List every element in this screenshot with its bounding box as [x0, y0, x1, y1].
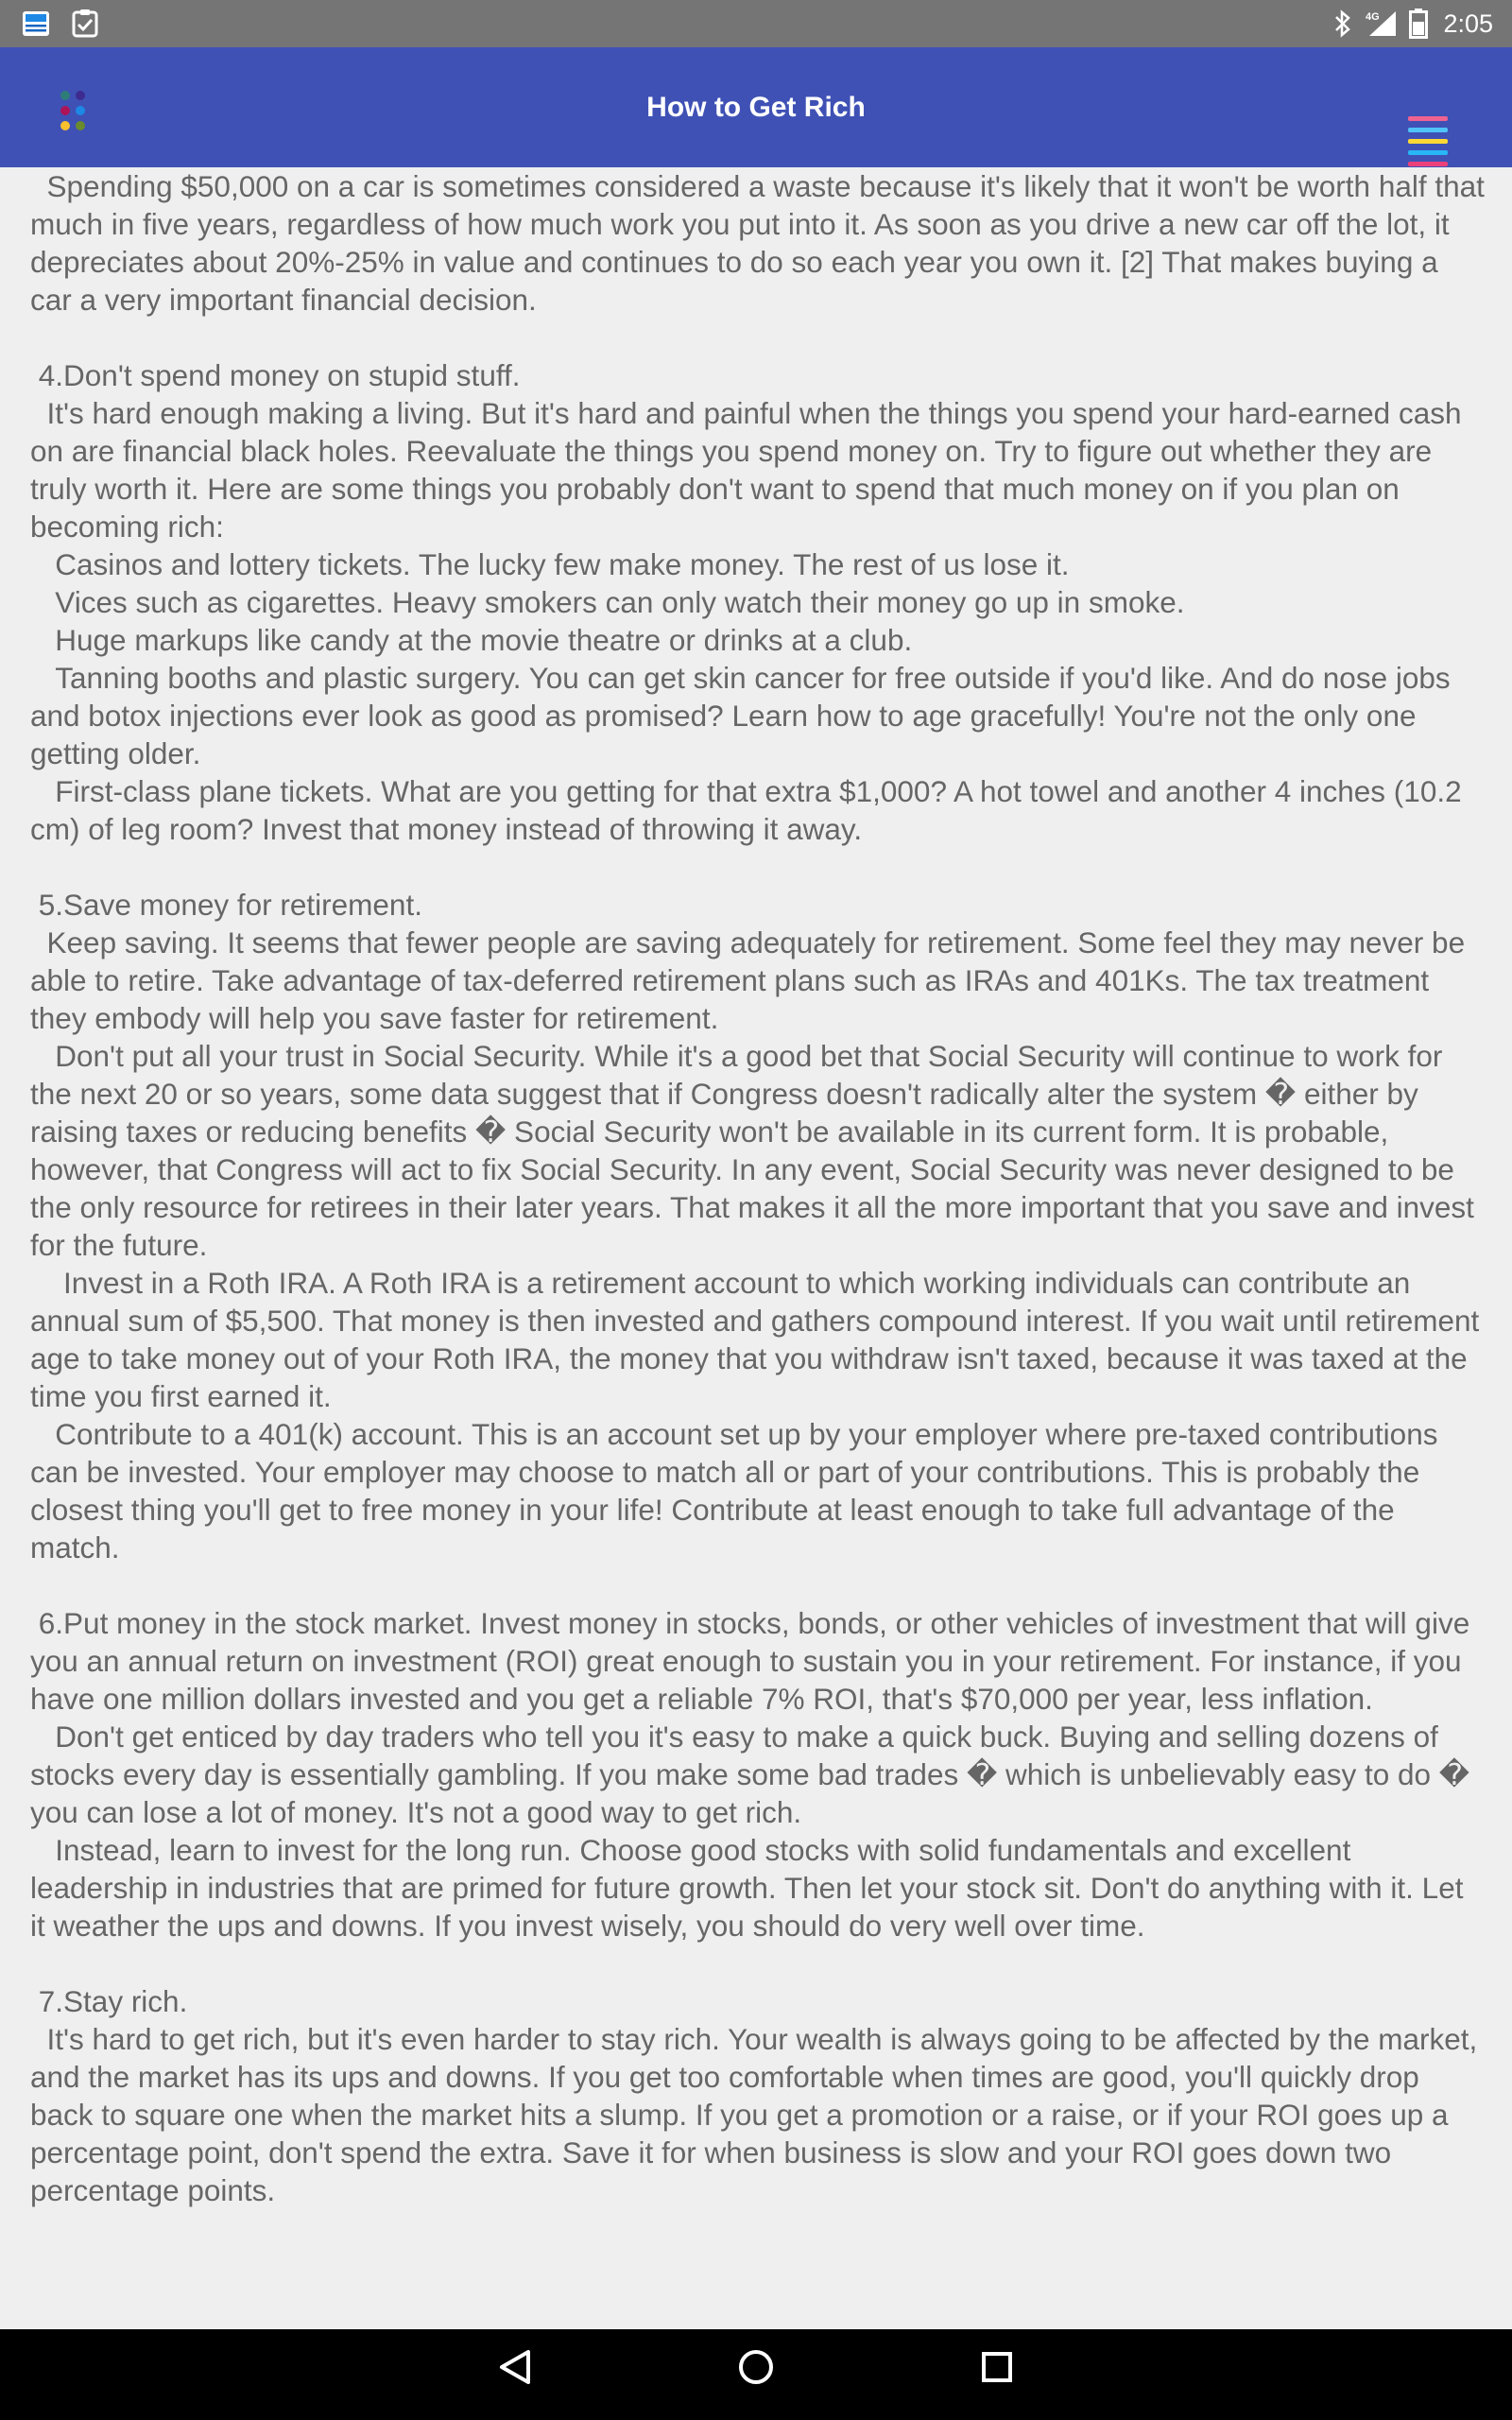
- hamburger-menu-button[interactable]: [1395, 104, 1463, 185]
- app-logo-button[interactable]: [45, 74, 121, 149]
- navigation-bar: [0, 2329, 1512, 2420]
- hamburger-menu-icon-line: [1408, 128, 1448, 132]
- battery-icon: [1409, 9, 1428, 39]
- notification-area: [21, 9, 100, 39]
- app-bar: [0, 47, 1512, 167]
- article-scroll-view[interactable]: [0, 167, 1512, 2329]
- network-type-label: 4G: [1366, 11, 1381, 23]
- home-circle-icon: [737, 2348, 775, 2386]
- logo-dot: [60, 91, 70, 100]
- bluetooth-icon: [1333, 9, 1352, 38]
- hamburger-menu-icon-line: [1408, 139, 1448, 144]
- news-notification-icon: [21, 9, 51, 39]
- logo-dot: [76, 121, 85, 130]
- hamburger-menu-icon-line: [1408, 116, 1448, 121]
- clock: 2:05: [1443, 9, 1493, 38]
- logo-dot: [60, 121, 70, 130]
- system-status-area: [1333, 0, 1493, 47]
- page-title: How to Get Rich: [646, 92, 866, 123]
- back-button[interactable]: [487, 2348, 543, 2401]
- hamburger-menu-icon-line: [1408, 162, 1448, 166]
- article-text: Spending $50,000 on a car is sometimes considered a waste because it's likely that it won't be worth half that much in five years, regardless of how much work you put into it. As soon as you drive a new car off the lot, it depreciates about 20%-25% in value and continues to do so each year you own it. [2] That makes buying a car a very important financial decision. 4.Don't spend money on stupid stuff. It's hard enough making a living. But it's hard and painful when the things you spend your hard-earned cash on are financial black holes. Reevaluate the things you spend money on. Try to figure out whether they are truly worth it. Here are some things you probably don't want to spend that much money on if you plan on becoming rich: Casinos and lottery tickets. The lucky few make money. The rest of us lose it. Vices such as cigarettes. Heavy smokers can only watch their money go up in smoke. Huge markups like candy at the movie theatre or drinks at a club. Tanning booths and plastic surgery. You can get skin cancer for free outside if you'd like. And do nose jobs and botox injections ever look as good as promised? Learn how to age gracefully! You're not the only one getting older. First-class plane tickets. What are you getting for that extra $1,000? A hot towel and another 4 inches (10.2 cm) of leg room? Invest that money instead of throwing it away. 5.Save money for retirement. Keep saving. It seems that fewer people are saving adequately for retirement. Some feel they may never be able to retire. Take advantage of tax-deferred retirement plans such as IRAs and 401Ks. The tax treatment they embody will help you save faster for retirement. Don't put all your trust in Social Security. While it's a good bet that Social Security will continue to work for the next 20 or so years, some data suggest that if Congress doesn't radically alter the system � either by raising taxes or reducing benefits � Social Security won't be available in its current form. It is probable, however, that Congress will act to fix Social Security. In any event, Social Security was never designed to be the only resource for retirees in their later years. That makes it all the more important that you save and invest for the future. Invest in a Roth IRA. A Roth IRA is a retirement account to which working individuals can contribute an annual sum of $5,500. That money is then invested and gathers compound interest. If you wait until retirement age to take money out of your Roth IRA, the money that you withdraw isn't taxed, because it was taxed at the time you first earned it. Contribute to a 401(k) account. This is an account set up by your employer where pre-taxed contributions can be invested. Your employer may choose to match all or part of your contributions. This is probably the closest thing you'll get to free money in your life! Contribute at least enough to take full advantage of the match. 6.Put money in the stock market. Invest money in stocks, bonds, or other vehicles of investment that will give you an annual return on investment (ROI) great enough to sustain you in your retirement. For instance, if you have one million dollars invested and you get a reliable 7% ROI, that's $70,000 per year, less inflation. Don't get enticed by day traders who tell you it's easy to make a quick buck. Buying and selling dozens of stocks every day is essentially gambling. If you make some bad trades � which is unbelievably easy to do � you can lose a lot of money. It's not a good way to get rich. Instead, learn to invest for the long run. Choose good stocks with solid fundamentals and excellent leadership in industries that are primed for future growth. Then let your stock sit. Don't do anything with it. Let it weather the ups and downs. If you invest wisely, you should do very well over time. 7.Stay rich. It's hard to get rich, but it's even harder to stay rich. Your wealth is always going to be affected by the market, and the market has its ups and downs. If you get too comfortable when times are good, you'll quickly drop back to square one when the market hits a slump. If you get a promotion or a raise, or if your ROI goes up a percentage point, don't spend the extra. Save it for when business is slow and your ROI goes down two percentage points.: [30, 169, 1485, 2207]
- signal-icon: [1364, 9, 1398, 38]
- logo-dot: [76, 91, 85, 100]
- hamburger-menu-icon-line: [1408, 150, 1448, 155]
- logo-dot: [60, 106, 70, 115]
- task-notification-icon: [70, 9, 100, 39]
- recents-square-icon: [978, 2348, 1016, 2386]
- home-button[interactable]: [728, 2348, 784, 2401]
- status-bar: [0, 0, 1512, 47]
- recents-button[interactable]: [969, 2348, 1025, 2401]
- logo-dot: [76, 106, 85, 115]
- app-logo-icon: [45, 74, 121, 149]
- back-triangle-icon: [496, 2348, 534, 2386]
